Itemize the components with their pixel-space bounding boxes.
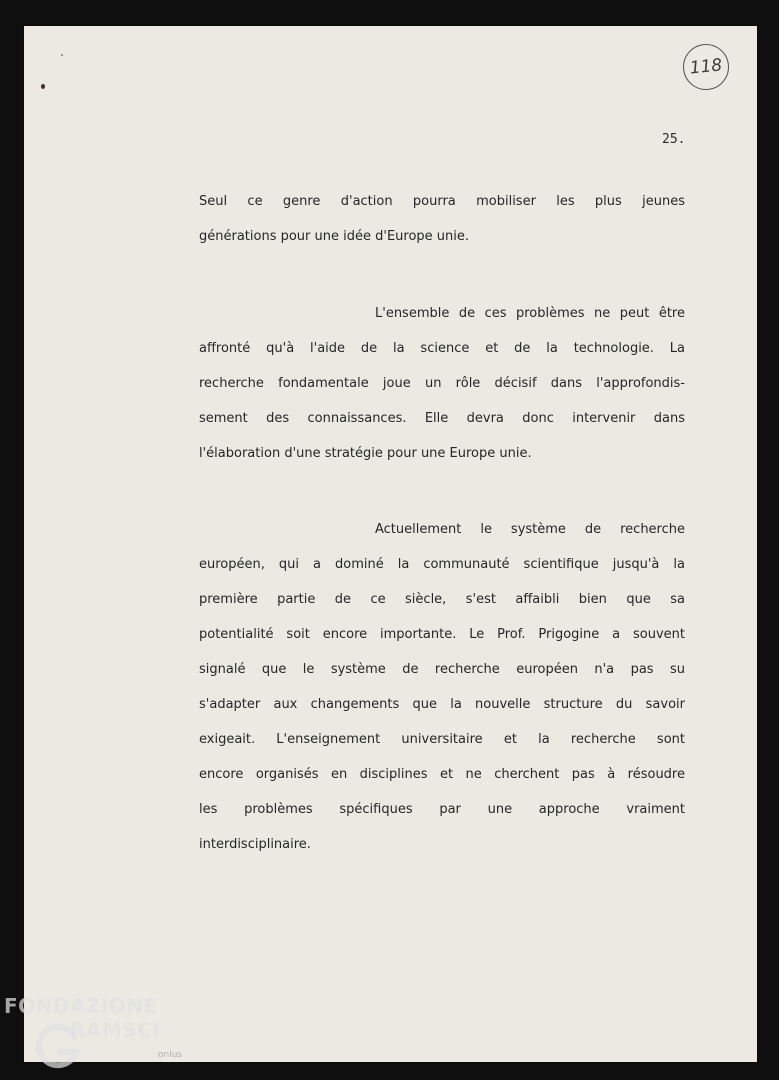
page-number: 25. [662, 132, 686, 147]
paragraph-1 [199, 184, 685, 254]
ink-speck [61, 54, 63, 56]
fondazione-gramsci-watermark [0, 990, 200, 1080]
text-line: l'élaboration d'une stratégie pour une Europe unie. [199, 446, 532, 461]
text-line: exigeait. L'enseignement universitaire et la recherche sont [199, 732, 685, 747]
text-line: européen, qui a dominé la communauté scientifique jusqu'à la [199, 557, 685, 572]
ink-speck [41, 84, 45, 89]
text-line: générations pour une idée d'Europe unie. [199, 229, 470, 244]
text-line: signalé que le système de recherche européen n'a pas su [199, 662, 685, 677]
watermark-line2: RAMSCI [70, 1018, 161, 1042]
text-line: recherche fondamentale joue un rôle décisif dans l'approfondis- [199, 376, 685, 391]
watermark-line1: FONDAZIONE [4, 994, 158, 1018]
text-line: L'ensemble de ces problèmes ne peut être [375, 306, 685, 321]
text-line: interdisciplinaire. [199, 837, 311, 852]
paragraph-3 [199, 512, 685, 862]
text-line: Seul ce genre d'action pourra mobiliser les plus jeunes [199, 194, 685, 209]
text-line: première partie de ce siècle, s'est affaibli bien que sa [199, 592, 685, 607]
watermark-suffix: onlus [158, 1050, 183, 1060]
text-line: encore organisés en disciplines et ne cherchent pas à résoudre [199, 767, 685, 782]
paragraph-2 [199, 296, 685, 471]
text-line: s'adapter aux changements que la nouvelle structure du savoir [199, 697, 685, 712]
text-line: les problèmes spécifiques par une approche vraiment [199, 802, 685, 817]
folio-stamp: 118 [681, 42, 732, 93]
text-line: affronté qu'à l'aide de la science et de la technologie. La [199, 341, 685, 356]
text-line: Actuellement le système de recherche [375, 522, 685, 537]
text-line: potentialité soit encore importante. Le Prof. Prigogine a souvent [199, 627, 685, 642]
text-line: sement des connaissances. Elle devra donc intervenir dans [199, 411, 685, 426]
